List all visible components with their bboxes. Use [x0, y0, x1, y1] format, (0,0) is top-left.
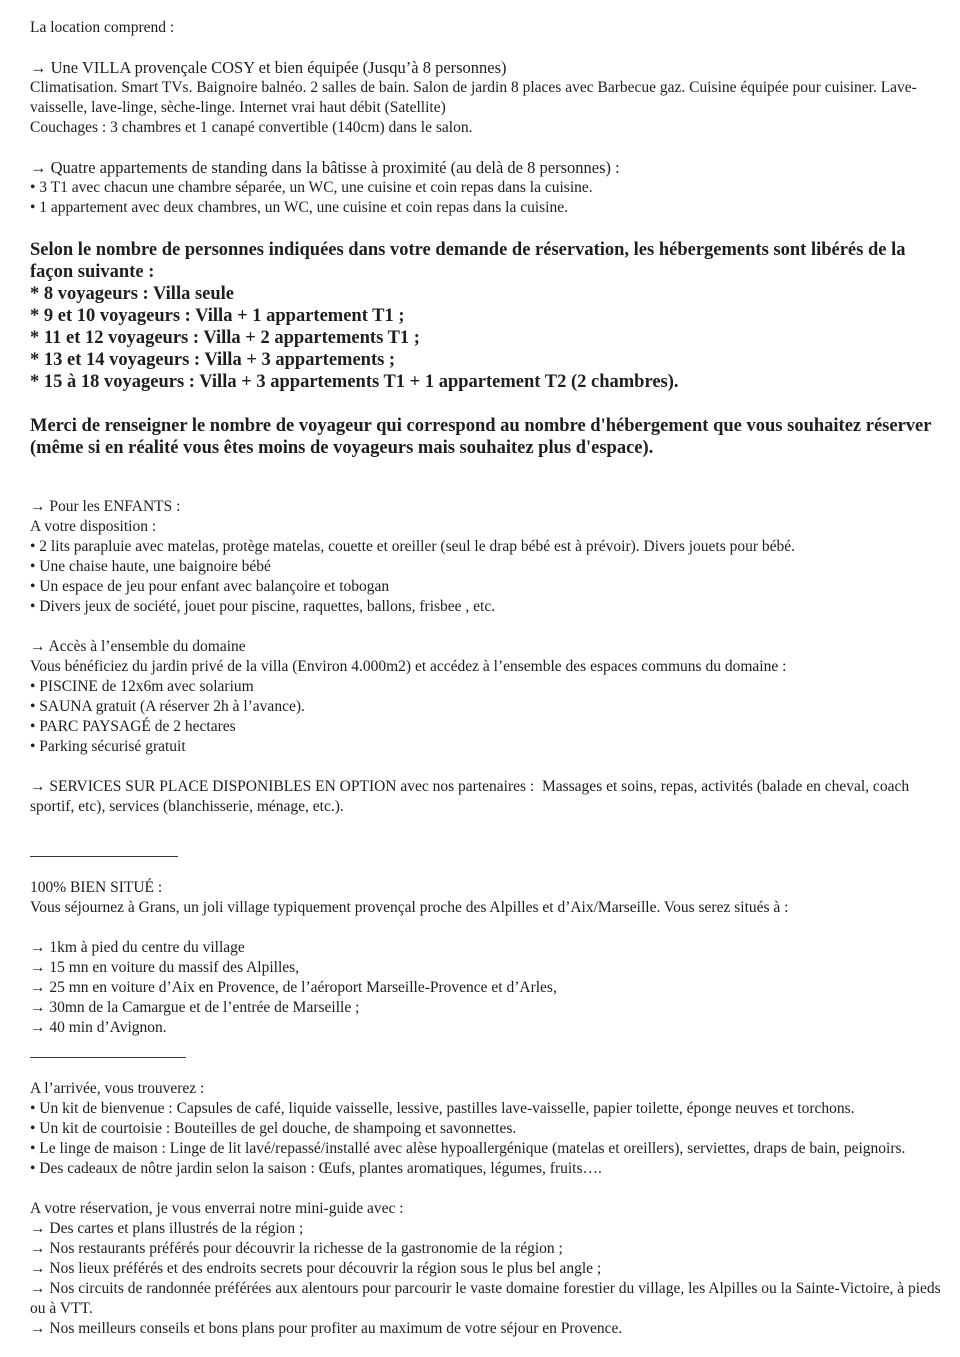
spacer — [30, 1059, 948, 1079]
services-text: → SERVICES SUR PLACE DISPONIBLES EN OPTION avec nos partenaires : Massages et soins, repas, activités (balade en cheval, coach sportif, etc), services (blanchisserie, ménage, etc.). — [30, 778, 913, 815]
children-sub: A votre disposition : — [30, 518, 157, 535]
list-item: • 2 lits parapluie avec matelas, protège matelas, couette et oreiller (seul le drap bébé est à prévoir). Divers jouets pour bébé. — [30, 538, 796, 555]
list-item: • Parking sécurisé gratuit — [30, 738, 186, 755]
apartments-heading: → Quatre appartements de standing dans la bâtisse à proximité (au delà de 8 personnes) : — [30, 158, 620, 177]
divider — [30, 1038, 186, 1058]
list-item: • PARC PAYSAGÉ de 2 hectares — [30, 718, 236, 735]
spacer — [30, 459, 948, 497]
list-item: → 1km à pied du centre du village — [30, 939, 245, 956]
villa-beds: Couchages : 3 chambres et 1 canapé convertible (140cm) dans le salon. — [30, 119, 473, 136]
allocation-note: Merci de renseigner le nombre de voyageur qui correspond au nombre d'hébergement que vous souhaitez réserver (même si en réalité vous êtes moins de voyageurs mais souhaitez plus d'espace). — [30, 416, 936, 458]
allocation-intro: Selon le nombre de personnes indiquées dans votre demande de réservation, les hébergements sont libérés de la façon suivante : — [30, 240, 911, 282]
list-item: → Nos restaurants préférés pour découvrir la richesse de la gastronomie de la région ; — [30, 1240, 563, 1257]
spacer — [30, 38, 948, 58]
allocation-item: * 11 et 12 voyageurs : Villa + 2 appartements T1 ; — [30, 328, 420, 348]
spacer — [30, 817, 948, 837]
list-item: → 15 mn en voiture du massif des Alpilles, — [30, 959, 300, 976]
allocation-item: * 15 à 18 voyageurs : Villa + 3 appartements T1 + 1 appartement T2 (2 chambres). — [30, 372, 679, 392]
list-item: → Nos lieux préférés et des endroits secrets pour découvrir la région sous le plus bel angle ; — [30, 1260, 602, 1277]
list-item: → Des cartes et plans illustrés de la région ; — [30, 1220, 304, 1237]
list-item: • Un kit de bienvenue : Capsules de café, liquide vaisselle, lessive, pastilles lave-vaisselle, papier toilette, éponge neuves et torchons. — [30, 1100, 855, 1117]
allocation-item: * 9 et 10 voyageurs : Villa + 1 appartement T1 ; — [30, 306, 405, 326]
spacer — [30, 757, 948, 777]
children-heading: → Pour les ENFANTS : — [30, 498, 181, 515]
list-item: • PISCINE de 12x6m avec solarium — [30, 678, 254, 695]
location-heading: 100% BIEN SITUÉ : — [30, 879, 163, 896]
list-item: → Nos meilleurs conseils et bons plans pour profiter au maximum de votre séjour en Provence. — [30, 1320, 623, 1337]
divider — [30, 837, 178, 857]
list-item: • Des cadeaux de nôtre jardin selon la saison : Œufs, plantes aromatiques, légumes, fruits…. — [30, 1160, 602, 1177]
arrival-heading: A l’arrivée, vous trouverez : — [30, 1080, 205, 1097]
spacer — [30, 1179, 948, 1199]
list-item: • 1 appartement avec deux chambres, un WC, une cuisine et coin repas dans la cuisine. — [30, 199, 568, 216]
spacer — [30, 393, 948, 415]
list-item: • Divers jeux de société, jouet pour piscine, raquettes, ballons, frisbee , etc. — [30, 598, 496, 615]
spacer — [30, 617, 948, 637]
list-item: → 30mn de la Camargue et de l’entrée de Marseille ; — [30, 999, 360, 1016]
allocation-item: * 13 et 14 voyageurs : Villa + 3 appartements ; — [30, 350, 396, 370]
list-item: • Un espace de jeu pour enfant avec balançoire et tobogan — [30, 578, 390, 595]
list-item: • SAUNA gratuit (A réserver 2h à l’avance). — [30, 698, 305, 715]
villa-heading: → Une VILLA provençale COSY et bien équipée (Jusqu’à 8 personnes) — [30, 58, 507, 77]
location-description: Vous séjournez à Grans, un joli village typiquement provençal proche des Alpilles et d’Aix/Marseille. Vous serez situés à : — [30, 899, 789, 916]
allocation-item: * 8 voyageurs : Villa seule — [30, 284, 235, 304]
list-item: → Nos circuits de randonnée préférées aux alentours pour parcourir le vaste domaine forestier du village, les Alpilles ou la Sainte-Victoire, à pieds ou à VTT. — [30, 1280, 945, 1317]
spacer — [30, 918, 948, 938]
list-item: • Le linge de maison : Linge de lit lavé/repassé/installé avec alèse hypoallergénique (matelas et oreillers), serviettes, draps de bain, peignoirs. — [30, 1140, 906, 1157]
spacer — [30, 138, 948, 158]
spacer — [30, 858, 948, 878]
list-item: • 3 T1 avec chacun une chambre séparée, un WC, une cuisine et coin repas dans la cuisine. — [30, 179, 593, 196]
list-item: → 40 min d’Avignon. — [30, 1019, 167, 1036]
domain-heading: → Accès à l’ensemble du domaine — [30, 638, 246, 655]
list-item: • Une chaise haute, une baignoire bébé — [30, 558, 271, 575]
domain-description: Vous bénéficiez du jardin privé de la villa (Environ 4.000m2) et accédez à l’ensemble des espaces communs du domaine : — [30, 658, 787, 675]
list-item: → 25 mn en voiture d’Aix en Provence, de l’aéroport Marseille-Provence et d’Arles, — [30, 979, 557, 996]
intro-text: La location comprend : — [30, 19, 175, 36]
spacer — [30, 218, 948, 239]
list-item: • Un kit de courtoisie : Bouteilles de gel douche, de shampoing et savonnettes. — [30, 1120, 517, 1137]
villa-description: Climatisation. Smart TVs. Baignoire balnéo. 2 salles de bain. Salon de jardin 8 places avec Barbecue gaz. Cuisine équipée pour cuisiner. Lave-vaisselle, lave-linge, sèche-linge. Internet vrai haut débit (Satellite) — [30, 79, 917, 116]
guide-heading: A votre réservation, je vous enverrai notre mini-guide avec : — [30, 1200, 404, 1217]
